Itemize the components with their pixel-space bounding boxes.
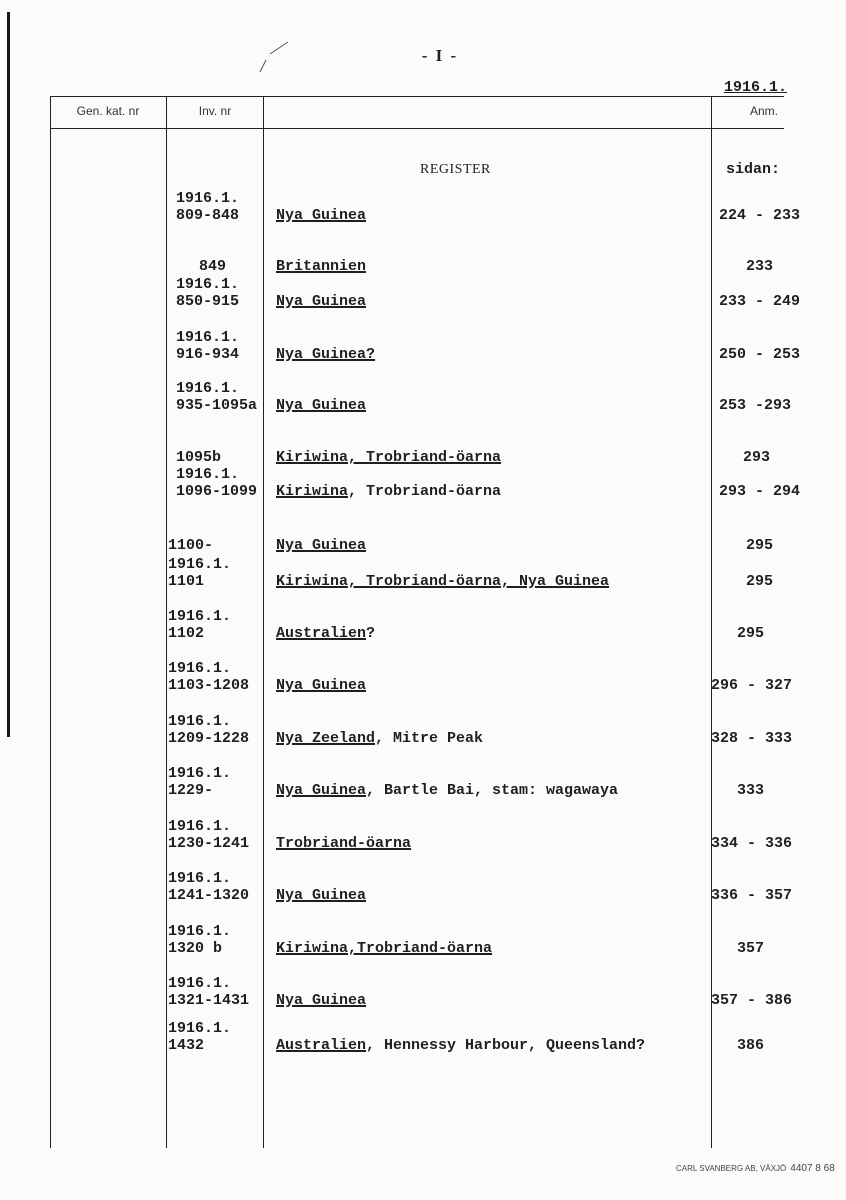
inventory-range: 1103-1208 [168,677,250,694]
place-description [276,835,411,852]
inventory-number [176,276,239,310]
inventory-series: 1916.1. [168,713,232,730]
inventory-series: 1916.1. [168,660,232,677]
inventory-range: 1095b [176,449,222,466]
place-name: Nya Guinea [276,992,367,1009]
place-name: Nya Guinea [276,207,367,224]
inventory-number [168,520,213,554]
inventory-number [168,923,231,957]
table-row [0,329,816,369]
table-row [0,466,816,506]
table-header-rule [50,128,784,129]
inventory-series: 1916.1. [176,466,240,483]
page-reference: 233 - 249 [719,293,801,310]
inventory-number [168,608,231,642]
place-detail: , Bartle Bai, stam: wagawaya [366,782,619,799]
place-name: Nya Guinea [276,677,367,694]
inventory-range: 1230-1241 [168,835,250,852]
page-reference: 250 - 253 [719,346,801,363]
table-row [0,1020,816,1060]
inventory-number [168,1020,231,1054]
inventory-range: 1102 [168,625,205,642]
inventory-number [168,556,231,590]
place-name: Britannien [276,258,367,275]
inventory-series: 1916.1. [176,190,240,207]
register-title: REGISTER [420,162,491,177]
inventory-range: 850-915 [176,293,240,310]
inventory-number [176,190,239,224]
inventory-number [168,765,231,799]
sidan-label: sidan: [726,161,781,178]
inventory-series [199,241,226,258]
place-description [276,293,366,310]
printer-name: CARL SVANBERG AB, VÄXJÖ [676,1164,787,1173]
page-reference: 295 [746,573,774,590]
header-anm: Anm. [749,104,778,118]
header-gen-kat: Gen. kat. nr [76,104,140,118]
page-reference: 336 - 357 [711,887,793,904]
inventory-range: 935-1095a [176,397,258,414]
place-description [276,677,366,694]
place-description [276,992,366,1009]
place-description [276,483,501,500]
page-reference: 293 - 294 [719,483,801,500]
inventory-series: 1916.1. [168,870,232,887]
place-description [276,397,366,414]
place-name: Kiriwina [276,483,349,500]
table-row [0,870,816,910]
table-row [0,241,816,281]
inventory-range: 849 [199,258,227,275]
inventory-number [176,432,221,466]
place-detail: , Mitre Peak [375,730,484,747]
top-reference: 1916.1. [724,79,788,96]
inventory-series: 1916.1. [168,608,232,625]
inventory-range: 1229- [168,782,214,799]
inventory-range: 1432 [168,1037,205,1054]
place-description [276,625,375,642]
table-row [0,818,816,858]
page-reference: 293 [743,449,771,466]
place-description [276,940,492,957]
place-description [276,207,366,224]
inventory-range: 1320 b [168,940,223,957]
table-row [0,380,816,420]
place-name: Trobriand-öarna [276,835,412,852]
page-reference: 296 - 327 [711,677,793,694]
inventory-series: 1916.1. [168,556,232,573]
pen-stroke-mark [258,40,290,74]
inventory-number [168,870,249,904]
inventory-range: 1096-1099 [176,483,258,500]
inventory-series [168,520,213,537]
place-name: Nya Guinea [276,397,367,414]
table-row [0,276,816,316]
place-name: Nya Guinea [276,782,367,799]
page-reference: 295 [737,625,765,642]
place-name: Kiriwina, Trobriand-öarna [276,449,502,466]
inventory-range: 1100- [168,537,214,554]
place-description [276,887,366,904]
inventory-number [168,713,249,747]
form-code: 4407 8 68 [790,1163,835,1174]
table-row [0,765,816,805]
inventory-number [168,818,249,852]
place-detail: , Hennessy Harbour, Queensland? [366,1037,646,1054]
table-row [0,520,816,560]
inventory-series [176,432,221,449]
inventory-number [176,380,257,414]
place-name: Kiriwina, Trobriand-öarna, Nya Guinea [276,573,610,590]
table-top-rule [50,96,784,97]
inventory-range: 1101 [168,573,205,590]
place-detail: ? [366,625,376,642]
page-reference: 328 - 333 [711,730,793,747]
page-reference: 295 [746,537,774,554]
place-description [276,346,375,363]
place-name: Nya Guinea [276,887,367,904]
header-inv: Inv. nr [198,104,232,118]
inventory-number [176,466,257,500]
inventory-number [176,329,239,363]
inventory-range: 916-934 [176,346,240,363]
page-reference: 357 - 386 [711,992,793,1009]
table-row [0,190,816,230]
place-description [276,537,366,554]
inventory-number [168,660,249,694]
place-name: Australien [276,1037,367,1054]
table-row [0,556,816,596]
place-name: Australien [276,625,367,642]
page-reference: 334 - 336 [711,835,793,852]
place-description [276,449,501,466]
inventory-number [168,975,249,1009]
place-description [276,258,366,275]
page-reference: 333 [737,782,765,799]
inventory-series: 1916.1. [168,765,232,782]
place-name: Nya Guinea [276,293,367,310]
page-reference: 233 [746,258,774,275]
place-description [276,730,483,747]
table-row [0,923,816,963]
place-name: Nya Guinea [276,537,367,554]
place-description [276,573,609,590]
printer-footer [676,1163,835,1174]
table-row [0,713,816,753]
inventory-range: 1321-1431 [168,992,250,1009]
place-description [276,782,618,799]
place-detail: , Trobriand-öarna [348,483,502,500]
place-name: Kiriwina,Trobriand-öarna [276,940,493,957]
inventory-series: 1916.1. [176,380,240,397]
inventory-series: 1916.1. [168,1020,232,1037]
inventory-range: 1241-1320 [168,887,250,904]
table-row [0,608,816,648]
place-name: Nya Zeeland [276,730,376,747]
inventory-series: 1916.1. [168,818,232,835]
inventory-series: 1916.1. [176,276,240,293]
inventory-series: 1916.1. [176,329,240,346]
inventory-number [199,241,226,275]
page-reference: 357 [737,940,765,957]
inventory-series: 1916.1. [168,923,232,940]
place-description [276,1037,645,1054]
page-number: - I - [421,46,459,65]
table-row [0,975,816,1015]
page-reference: 386 [737,1037,765,1054]
inventory-series: 1916.1. [168,975,232,992]
page-reference: 253 -293 [719,397,792,414]
place-name: Nya Guinea? [276,346,376,363]
inventory-range: 1209-1228 [168,730,250,747]
page-reference: 224 - 233 [719,207,801,224]
table-row [0,660,816,700]
inventory-range: 809-848 [176,207,240,224]
